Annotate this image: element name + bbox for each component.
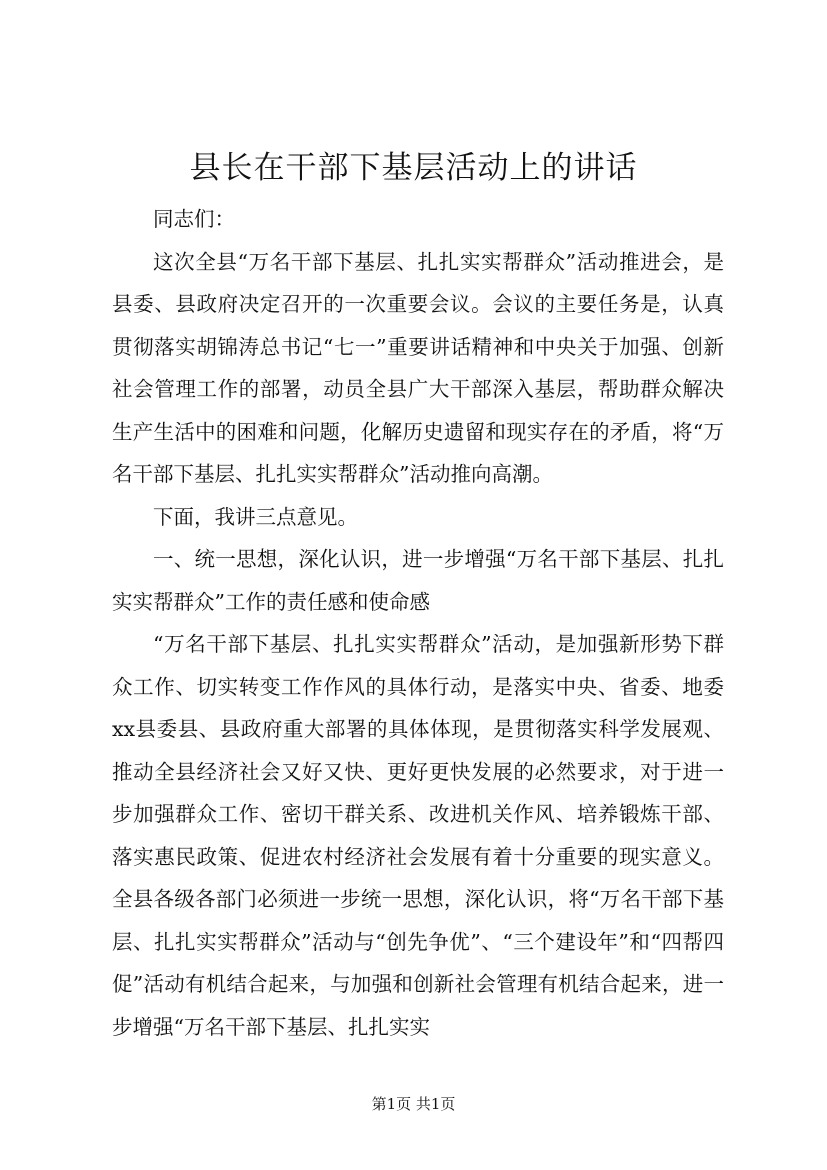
salutation: 同志们： bbox=[153, 207, 235, 231]
paragraph-outline: 下面，我讲三点意见。 bbox=[153, 504, 358, 529]
section-heading-1: 一、统一思想，深化认识，进一步增强“万名干部下基层、扎扎实实帮群众”工作的责任感和使命感 bbox=[112, 547, 724, 614]
page-footer: 第1页 共1页 bbox=[371, 1095, 456, 1113]
document-title: 县长在干部下基层活动上的讲话 bbox=[189, 150, 638, 186]
document-body bbox=[112, 198, 724, 1048]
paragraph-intro: 这次全县“万名干部下基层、扎扎实实帮群众”活动推进会，是县委、县政府决定召开的一次重要会议。会议的主要任务是，认真贯彻落实胡锦涛总书记“七一”重要讲话精神和中央关于加强、创新社会管理工作的部署，动员全县广大干部深入基层，帮助群众解决生产生活中的困难和问题，化解历史遗留和现实存在的矛盾，将“万名干部下基层、扎扎实实帮群众”活动推向高潮。 bbox=[112, 249, 724, 486]
paragraph-section-1: “万名干部下基层、扎扎实实帮群众”活动，是加强新形势下群众工作、切实转变工作作风的具体行动，是落实中央、省委、地委xx县委县、县政府重大部署的具体体现，是贯彻落实科学发展观、推动全县经济社会又好又快、更好更快发展的必然要求，对于进一步加强群众工作、密切干群关系、改进机关作风、培养锻炼干部、落实惠民政策、促进农村经济社会发展有着十分重要的现实意义。全县各级各部门必须进一步统一思想，深化认识，将“万名干部下基层、扎扎实实帮群众”活动与“创先争优”、“三个建设年”和“四帮四促”活动有机结合起来，与加强和创新社会管理有机结合起来，进一步增强“万名干部下基层、扎扎实实 bbox=[112, 632, 724, 1039]
